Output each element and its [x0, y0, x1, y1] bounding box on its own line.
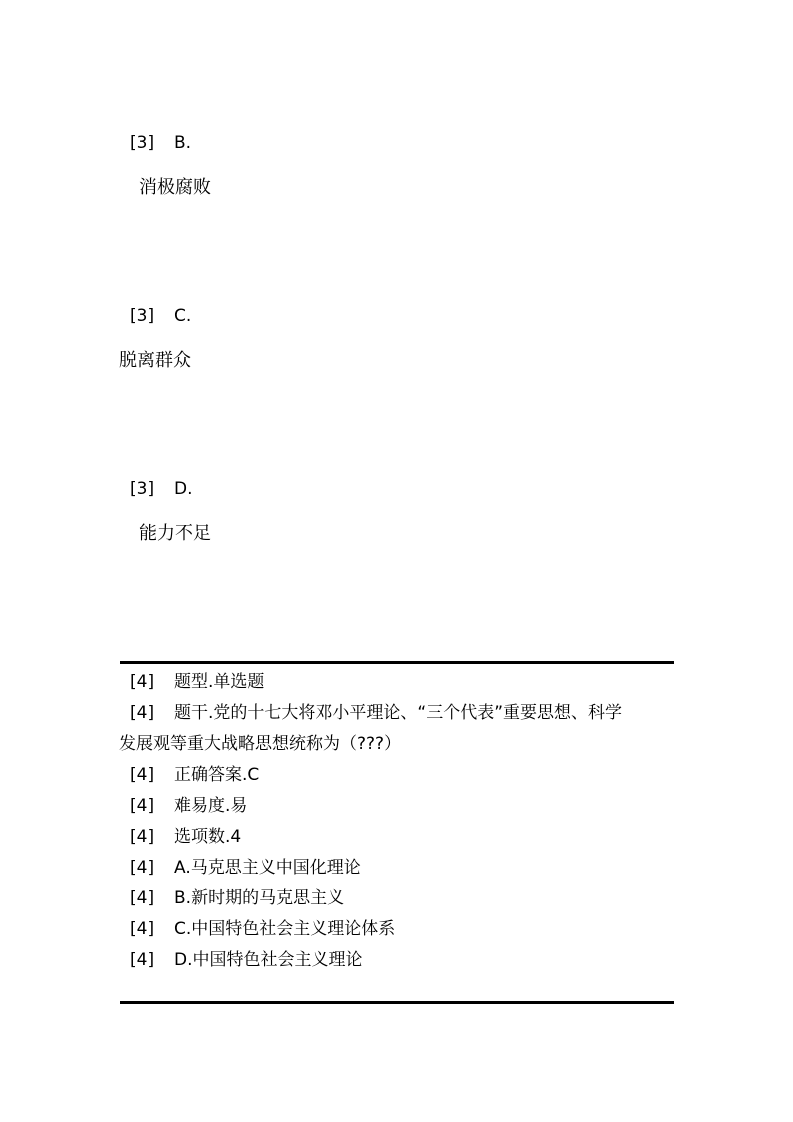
line-tag: [4]: [130, 888, 155, 908]
line-text: 题干.党的十七大将邓小平理论、“三个代表”重要思想、科学: [174, 703, 623, 723]
line-tag: [4]: [130, 703, 155, 723]
option-count: [130, 826, 241, 848]
line-text: D.中国特色社会主义理论: [174, 950, 363, 970]
question-stem-continued: 发展观等重大战略思想统称为（???）: [119, 734, 402, 754]
option-b-text: 消极腐败: [139, 177, 211, 198]
option-tag: [3]: [130, 133, 155, 153]
difficulty: [130, 795, 247, 817]
line-tag: [4]: [130, 796, 155, 816]
choice-b: [130, 887, 344, 909]
line-tag: [4]: [130, 827, 155, 847]
option-d-text: 能力不足: [139, 523, 211, 544]
line-tag: [4]: [130, 672, 155, 692]
option-tag: [3]: [130, 479, 155, 499]
top-divider: [120, 661, 674, 664]
option-d-header: [130, 478, 193, 500]
line-text: B.新时期的马克思主义: [174, 888, 345, 908]
option-c-text: 脱离群众: [119, 350, 191, 371]
line-text: C.中国特色社会主义理论体系: [174, 919, 396, 939]
option-c-header: [130, 305, 191, 327]
option-letter: C.: [174, 306, 192, 326]
correct-answer: [130, 764, 259, 786]
option-letter: B.: [174, 133, 192, 153]
option-tag: [3]: [130, 306, 155, 326]
line-text: 选项数.4: [174, 827, 242, 847]
line-text: 题型.单选题: [174, 672, 265, 692]
bottom-divider: [120, 1001, 674, 1004]
line-text: A.马克思主义中国化理论: [174, 858, 361, 878]
line-tag: [4]: [130, 919, 155, 939]
option-letter: D.: [174, 479, 193, 499]
line-text: 正确答案.C: [174, 765, 260, 785]
line-tag: [4]: [130, 950, 155, 970]
line-tag: [4]: [130, 765, 155, 785]
option-b-header: [130, 132, 191, 154]
choice-d: [130, 949, 363, 971]
choice-a: [130, 857, 361, 879]
line-text: 难易度.易: [174, 796, 248, 816]
choice-c: [130, 918, 395, 940]
line-tag: [4]: [130, 858, 155, 878]
question-type: [130, 671, 264, 693]
question-stem: [130, 702, 622, 724]
